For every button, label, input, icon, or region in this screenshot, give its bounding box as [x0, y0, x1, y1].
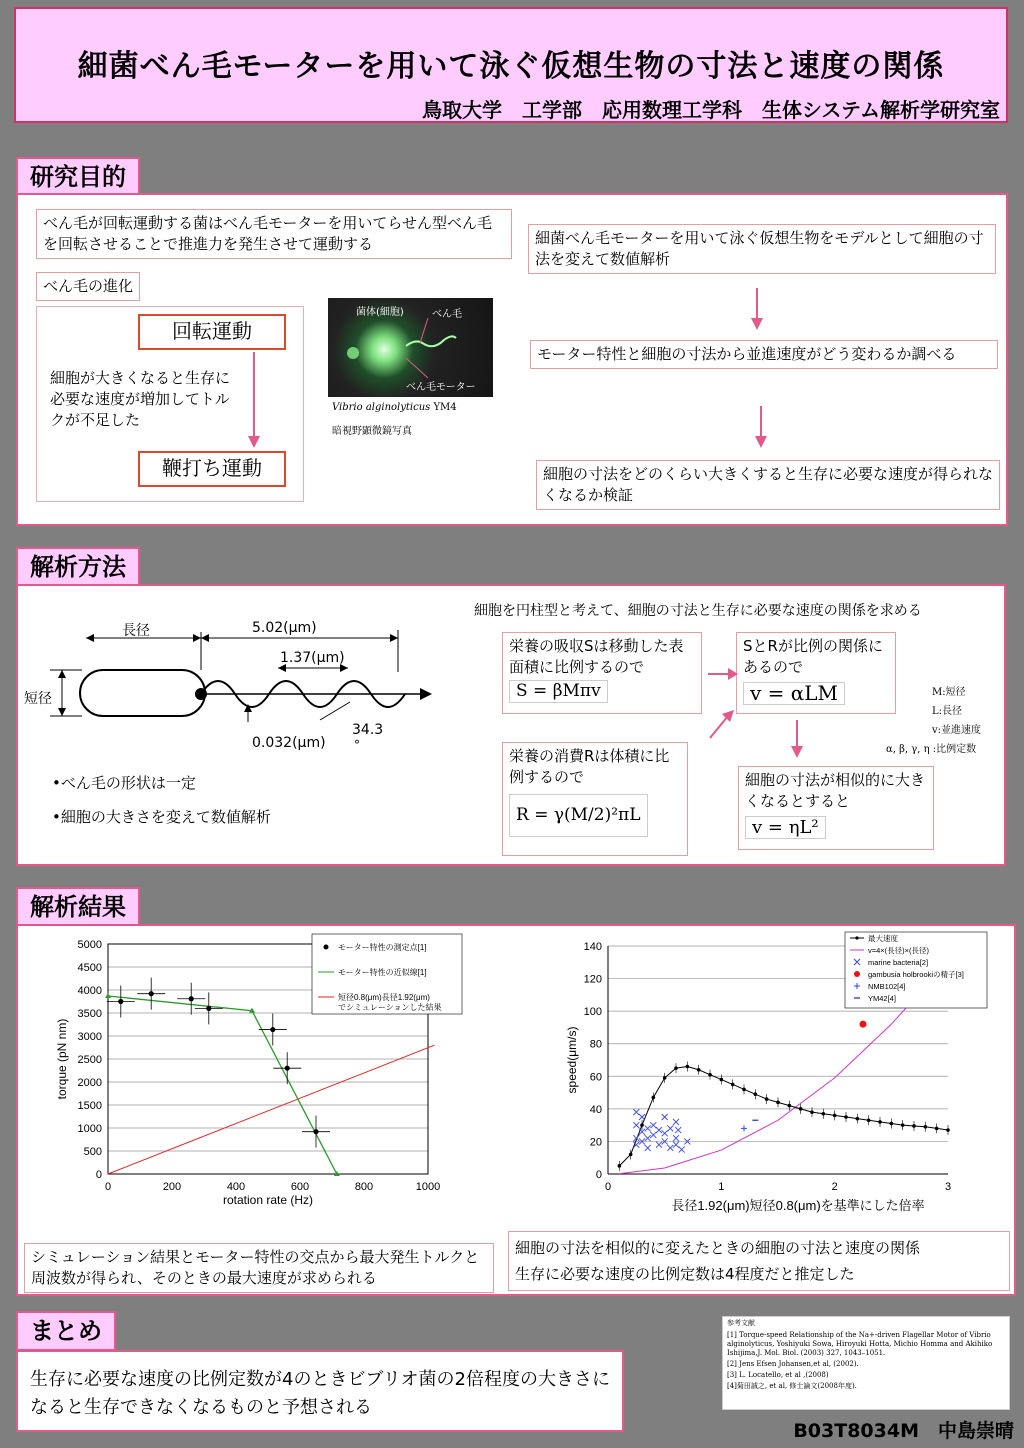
- max-speed-point: [799, 1107, 803, 1111]
- sr-box: SとRが比例の関係にあるので v = αLM: [736, 632, 896, 714]
- y-tick-label: 3000: [77, 1031, 102, 1043]
- flow-step-3: 細胞の寸法をどのくらい大きくすると生存に必要な速度が得られなくなるか検証: [536, 460, 1000, 510]
- marine-bacteria-point: [633, 1122, 639, 1128]
- label-wavelength: 1.37(μm): [280, 650, 345, 666]
- legend-entry: 短径0.8(μm)長径1.92(μm): [338, 993, 430, 1002]
- y-tick-label: 3500: [77, 1008, 102, 1020]
- max-speed-point: [844, 1115, 848, 1119]
- max-speed-point: [731, 1083, 735, 1087]
- method-arrows: [700, 660, 810, 780]
- marine-bacteria-point: [662, 1130, 668, 1136]
- measured-point: [118, 999, 123, 1004]
- y-tick-label: 140: [583, 941, 602, 953]
- torque-speed-chart: [40, 930, 510, 1212]
- max-speed-point: [901, 1123, 905, 1127]
- legend-entry: NMB102[4]: [868, 982, 906, 991]
- y-tick-label: 20: [589, 1136, 602, 1149]
- x-tick-label: 0: [604, 1181, 612, 1193]
- photo-label-body: 菌体(細胞): [356, 307, 404, 318]
- x-tick-label: 0: [104, 1181, 112, 1193]
- y-tick-label: 4500: [77, 962, 102, 974]
- fit-marker: [105, 993, 111, 998]
- max-speed-point: [754, 1092, 758, 1096]
- marine-bacteria-point: [650, 1122, 656, 1128]
- label-angle: 34.3: [352, 722, 384, 738]
- y-tick-label: 2500: [77, 1054, 102, 1066]
- legend-entry: 最大速度: [868, 934, 898, 943]
- photo-label-flagellum: べん毛: [432, 309, 462, 320]
- max-speed-point: [674, 1066, 678, 1070]
- y-tick-label: 40: [589, 1103, 602, 1116]
- section-heading-purpose: 研究目的: [16, 157, 140, 197]
- y-tick-label: 1000: [77, 1123, 102, 1135]
- size-speed-chart: [540, 928, 990, 1220]
- label-length: 5.02(μm): [252, 620, 317, 636]
- marine-bacteria-point: [679, 1147, 685, 1153]
- flow-step-1: 細菌べん毛モーターを用いて泳ぐ仮想生物をモデルとして細胞の寸法を変えて数値解析: [528, 224, 996, 274]
- marine-bacteria-point: [656, 1142, 662, 1148]
- legend-marker-max: [855, 936, 858, 939]
- x-tick-label: 200: [162, 1181, 182, 1193]
- nmb102-point: [741, 1125, 747, 1131]
- flow-arrow-2: [751, 406, 771, 450]
- curve-v4L2: [619, 987, 925, 1174]
- marine-bacteria-point: [673, 1135, 679, 1141]
- marine-bacteria-point: [667, 1125, 673, 1131]
- consume-box: 栄養の消費Rは体積に比例するので R = γ(M/2)²πL: [502, 742, 688, 856]
- legend-entry: gambusia holbrookiの精子[3]: [868, 970, 964, 979]
- max-speed-point: [652, 1096, 656, 1100]
- measured-point: [285, 1066, 290, 1071]
- y-tick-label: 0: [595, 1169, 602, 1181]
- author-name: B03T8034M 中島崇晴: [793, 1420, 1014, 1442]
- y-tick-label: 5000: [77, 939, 102, 951]
- max-speed-point: [686, 1065, 690, 1069]
- fit-line: [108, 996, 337, 1174]
- photo-caption-2: 暗視野顕微鏡写真: [332, 426, 412, 437]
- measured-point: [313, 1129, 318, 1134]
- flagella-intro: べん毛が回転運動する菌はべん毛モーターを用いてらせん型べん毛を回転させることで推進力を発生させて運動する: [36, 209, 512, 259]
- marine-bacteria-point: [675, 1127, 681, 1133]
- y-tick-label: 100: [583, 1006, 602, 1019]
- label-long-axis: 長径: [122, 623, 150, 639]
- consume-equation: R = γ(M/2)²πL: [509, 794, 648, 837]
- gambusia-point: [860, 1021, 867, 1028]
- evolution-label: べん毛の進化: [36, 272, 140, 301]
- marine-bacteria-point: [645, 1125, 651, 1131]
- x-tick-label: 1000: [415, 1181, 441, 1193]
- results-caption-left: シミュレーション結果とモーター特性の交点から最大発生トルクと周波数が得られ、そのときの最大速度が求められる: [24, 1243, 494, 1293]
- marine-bacteria-point: [673, 1142, 679, 1148]
- poster-title: 細菌べん毛モーターを用いて泳ぐ仮想生物の寸法と速度の関係: [77, 49, 945, 84]
- sr-equation: v = αLM: [743, 682, 845, 705]
- y-tick-label: 80: [589, 1038, 602, 1051]
- simulation-line: [108, 1045, 434, 1174]
- similar-box: 細胞の寸法が相似的に大きくなるとすると v = ηL²: [738, 766, 934, 850]
- marine-bacteria-point: [650, 1132, 656, 1138]
- y-axis-label: speed(μm/s): [565, 1026, 579, 1094]
- max-speed-point: [946, 1128, 950, 1132]
- method-bullet-2: •細胞の大きさを変えて数値解析: [52, 808, 271, 826]
- max-speed-point: [810, 1110, 814, 1114]
- max-speed-point: [708, 1073, 712, 1077]
- max-speed-point: [833, 1114, 837, 1118]
- max-speed-point: [629, 1153, 633, 1157]
- y-tick-label: 0: [95, 1169, 102, 1181]
- max-speed-point: [935, 1127, 939, 1131]
- legend-entry: YM42[4]: [868, 994, 896, 1003]
- method-bullet-1: •べん毛の形状は一定: [52, 774, 196, 792]
- flow-step-2: モーター特性と細胞の寸法から並進速度がどう変わるか調べる: [530, 340, 998, 369]
- max-speed-point: [618, 1164, 622, 1168]
- max-speed-point: [878, 1120, 882, 1124]
- x-axis-label: rotation rate (Hz): [222, 1193, 314, 1207]
- marine-bacteria-point: [645, 1135, 651, 1141]
- x-tick-label: 800: [354, 1181, 374, 1193]
- legend-entry: モーター特性の測定点[1]: [338, 943, 427, 952]
- x-tick-label: 600: [290, 1181, 310, 1193]
- measured-point: [270, 1027, 275, 1032]
- affiliation: 鳥取大学 工学部 応用数理工学科 生体システム解析学研究室: [422, 98, 1000, 122]
- x-tick-label: 3: [944, 1181, 952, 1193]
- marine-bacteria-point: [667, 1145, 673, 1151]
- max-speed-point: [742, 1088, 746, 1092]
- marine-bacteria-point: [639, 1114, 645, 1120]
- references-box: 参考文献 [1] Torque-speed Relationship of the Na+-driven Flagellar Motor of Vibrio alginolyticus, Yoshiyuki Sowa, Hiroyuki Hotta, Michio Homma and Akihiko Ishijima,J. Mol. Biol. (2003) 327, 1043–1051. [2] Jens Efsen Johansen,et al, (2002). [3] L. Locatello, et al ,(2008) [4]菊田誠之, et al, 修士論文(2008年度).: [722, 1316, 1010, 1410]
- max-speed-point: [697, 1068, 701, 1072]
- y-axis-label: torque (pN nm): [55, 1018, 69, 1100]
- legend-entry: marine bacteria[2]: [868, 958, 929, 967]
- results-caption-right: 細胞の寸法を相似的に変えたときの細胞の寸法と速度の関係 生存に必要な速度の比例定数は4程度だと推定した: [508, 1231, 1010, 1291]
- marine-bacteria-point: [633, 1109, 639, 1115]
- max-speed-point: [663, 1076, 667, 1080]
- x-axis-label: 長径1.92(μm)短径0.8(μm)を基準にした倍率: [671, 1198, 925, 1213]
- measured-point: [206, 1006, 211, 1011]
- summary-box: 生存に必要な速度の比例定数が4のときビブリオ菌の2倍程度の大きさになると生存できなくなるものと予想される: [16, 1350, 624, 1432]
- max-speed-point: [867, 1118, 871, 1122]
- similar-equation: v = ηL²: [745, 816, 826, 839]
- photo-label-motor: べん毛モーター: [406, 382, 476, 393]
- legend-entry: モーター特性の近似線[1]: [338, 968, 427, 977]
- max-speed-point: [720, 1078, 724, 1082]
- x-tick-label: 400: [226, 1181, 246, 1193]
- rotation-box: 回転運動: [138, 314, 286, 350]
- whip-box: 鞭打ち運動: [138, 451, 286, 487]
- label-short-axis: 短径: [24, 691, 52, 707]
- y-tick-label: 60: [589, 1071, 602, 1084]
- marine-bacteria-point: [662, 1114, 668, 1120]
- section-heading-method: 解析方法: [16, 547, 140, 587]
- max-speed-point: [890, 1122, 894, 1126]
- max-speed-point: [788, 1104, 792, 1108]
- header-banner: [14, 7, 1008, 123]
- legend-marker-gambusia: [854, 971, 860, 977]
- section-heading-results: 解析結果: [16, 887, 140, 927]
- y-tick-label: 2000: [77, 1077, 102, 1089]
- x-tick-label: 1: [718, 1181, 725, 1193]
- max-speed-point: [912, 1124, 916, 1128]
- max-speed-point: [822, 1112, 826, 1116]
- section-heading-summary: まとめ: [16, 1311, 116, 1351]
- method-top-text: 細胞を円柱型と考えて、細胞の寸法と生存に必要な速度の関係を求める: [474, 603, 922, 619]
- marine-bacteria-point: [645, 1145, 651, 1151]
- cell-diagram: [20, 612, 460, 762]
- y-tick-label: 1500: [77, 1100, 102, 1112]
- max-speed-point: [640, 1123, 644, 1127]
- photo-caption: Vibrio alginolyticus YM4: [332, 402, 457, 413]
- max-speed-point: [924, 1125, 928, 1129]
- evolution-reason: 細胞が大きくなると生存に必要な速度が増加してトルクが不足した: [50, 369, 231, 429]
- measured-point: [189, 996, 194, 1001]
- max-speed-point: [776, 1101, 780, 1105]
- max-speed-point: [765, 1097, 769, 1101]
- references-title: 参考文献: [727, 1319, 755, 1327]
- marine-bacteria-point: [673, 1119, 679, 1125]
- legend-entry: v=4×(長径)×(長径): [868, 946, 930, 955]
- legend-marker-measured: [324, 945, 329, 950]
- x-tick-label: 2: [831, 1181, 838, 1193]
- label-amplitude: 0.032(μm): [252, 735, 326, 751]
- legend-entry: でシミュレーションした結果: [338, 1003, 442, 1012]
- absorb-equation: S = βMπv: [509, 680, 608, 703]
- absorb-box: 栄養の吸収Sは移動した表面積に比例するので S = βMπv: [502, 632, 702, 714]
- max-speed-point: [856, 1117, 860, 1121]
- label-degree: °: [354, 738, 360, 752]
- evolution-arrow: [244, 350, 264, 450]
- measured-point: [149, 991, 154, 996]
- marine-bacteria-point: [656, 1127, 662, 1133]
- flow-arrow-1: [747, 288, 767, 332]
- variable-legend: M:短径 L:長径 v:並進速度 α, β, γ, η :比例定数: [886, 687, 982, 755]
- y-tick-label: 500: [83, 1146, 102, 1158]
- y-tick-label: 120: [583, 973, 602, 986]
- microscope-photo: [328, 298, 493, 397]
- y-tick-label: 4000: [77, 985, 102, 997]
